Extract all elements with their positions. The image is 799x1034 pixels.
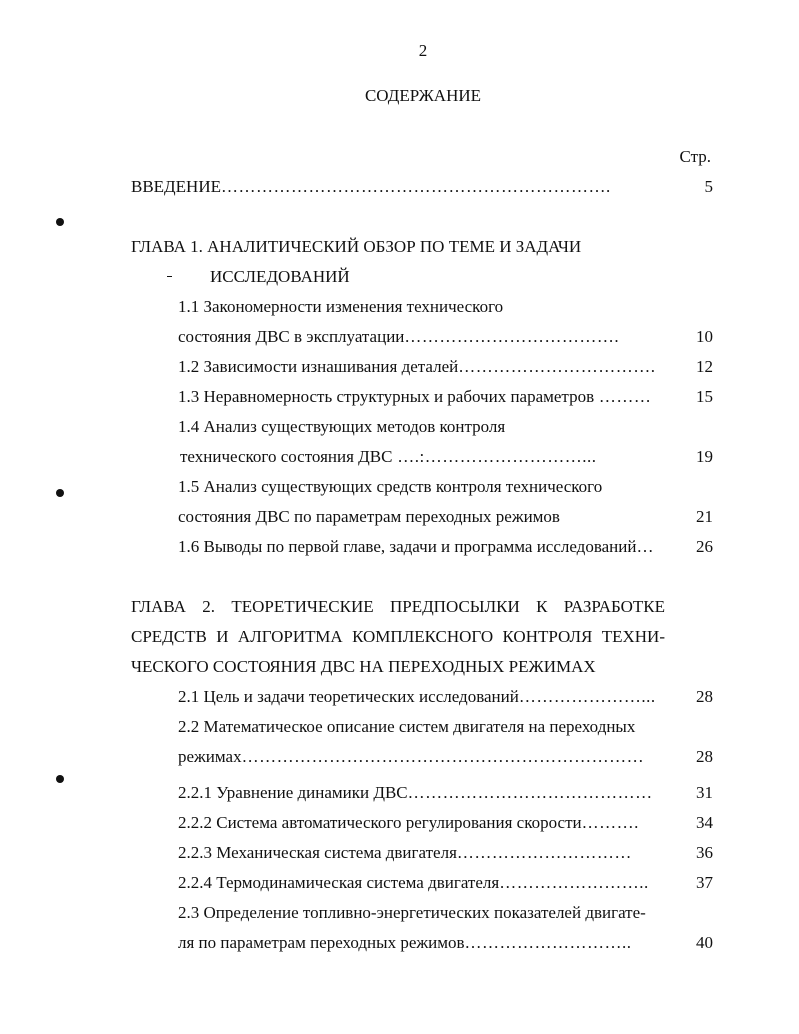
chapter1-heading-line1: ГЛАВА 1. АНАЛИТИЧЕСКИЙ ОБЗОР ПО ТЕМЕ И ЗАДАЧИ <box>131 237 582 256</box>
margin-bullet-1 <box>56 218 64 226</box>
toc-entry-1-3 <box>178 388 651 405</box>
toc-title: СОДЕРЖАНИЕ <box>364 86 482 105</box>
toc-entry-text: 2.2.1 Уравнение динамики ДВС <box>178 783 408 802</box>
toc-entry-2-2-1 <box>178 784 653 801</box>
leader-dots: …………………... <box>518 687 656 706</box>
leader-dots: …………………………………………………………. <box>220 177 611 196</box>
toc-page-2-2-2: 34 <box>696 813 713 832</box>
toc-entry-text: 2.1 Цель и задачи теоретических исследований <box>178 687 519 706</box>
toc-page-1-1: 10 <box>696 327 713 346</box>
toc-page-2-2-3: 36 <box>696 843 713 862</box>
toc-entry-1-2 <box>178 358 656 375</box>
toc-page-2-2-4: 37 <box>696 873 713 892</box>
toc-page-intro: 5 <box>704 177 713 196</box>
toc-page-2-1: 28 <box>696 687 713 706</box>
leader-dots: …………………………………… <box>407 783 653 802</box>
toc-entry-text: состояния ДВС в эксплуатации <box>178 327 405 346</box>
leader-dots: ……………………………. <box>458 357 656 376</box>
toc-page-2-3: 40 <box>696 933 713 952</box>
page-column-label: Стр. <box>679 147 711 166</box>
chapter1-heading-line2: ИССЛЕДОВАНИЙ <box>210 267 350 286</box>
toc-entry-2-2-2 <box>178 814 639 831</box>
toc-page-1-4: 19 <box>696 447 713 466</box>
heading-dash-mark <box>167 276 172 277</box>
page-number: 2 <box>418 41 428 60</box>
toc-entry-2-3-line1: 2.3 Определение топливно-энергетических показателей двигате- <box>178 903 646 922</box>
toc-entry-2-1 <box>178 688 656 705</box>
toc-page-2-2-1: 31 <box>696 783 713 802</box>
leader-dots: ………………………………. <box>404 327 620 346</box>
toc-entry-text: 2.2.2 Система автоматического регулирования скорости <box>178 813 582 832</box>
chapter2-heading-line3: ЧЕСКОГО СОСТОЯНИЯ ДВС НА ПЕРЕХОДНЫХ РЕЖИМАХ <box>131 657 596 676</box>
chapter2-heading-line2: СРЕДСТВ И АЛГОРИТМА КОМПЛЕКСНОГО КОНТРОЛЯ ТЕХНИ- <box>131 627 665 646</box>
leader-dots: ……………………….. <box>464 933 632 952</box>
toc-entry-text: 2.2.4 Термодинамическая система двигателя <box>178 873 500 892</box>
toc-page-1-3: 15 <box>696 387 713 406</box>
leader-dots: …………………………………………………………… <box>241 747 645 766</box>
leader-dots: ……… <box>594 387 652 406</box>
toc-entry-1-5-line1: 1.5 Анализ существующих средств контроля технического <box>178 477 603 496</box>
toc-entry-text: технического состояния ДВС <box>180 447 393 466</box>
margin-bullet-2 <box>56 489 64 497</box>
toc-page-1-5: 21 <box>696 507 713 526</box>
toc-entry-intro <box>131 178 611 195</box>
toc-entry-text: 1.2 Зависимости изнашивания деталей <box>178 357 459 376</box>
toc-page-2-2: 28 <box>696 747 713 766</box>
toc-page-1-2: 12 <box>696 357 713 376</box>
toc-entry-text: ля по параметрам переходных режимов <box>178 933 465 952</box>
toc-entry-1-1-line1: 1.1 Закономерности изменения технического <box>178 297 504 316</box>
toc-entry-2-2-line2 <box>178 748 644 765</box>
chapter2-heading-line1: ГЛАВА 2. ТЕОРЕТИЧЕСКИЕ ПРЕДПОСЫЛКИ К РАЗРАБОТКЕ <box>131 597 665 616</box>
toc-entry-text: 1.3 Неравномерность структурных и рабочих параметров <box>178 387 595 406</box>
margin-bullet-3 <box>56 775 64 783</box>
toc-entry-1-4-line2 <box>180 448 596 465</box>
leader-dots: ………. <box>581 813 639 832</box>
leader-dots: …………………….. <box>499 873 649 892</box>
toc-entry-2-2-3 <box>178 844 632 861</box>
toc-entry-1-1-line2 <box>178 328 619 345</box>
toc-entry-2-3-line2 <box>178 934 632 951</box>
toc-entry-1-6: 1.6 Выводы по первой главе, задачи и программа исследований… <box>178 537 654 556</box>
toc-entry-2-2-line1: 2.2 Математическое описание систем двигателя на переходных <box>178 717 636 736</box>
toc-entry-2-2-4 <box>178 874 649 891</box>
toc-entry-text: 2.2.3 Механическая система двигателя <box>178 843 457 862</box>
toc-page-1-6: 26 <box>696 537 713 556</box>
toc-entry-text: режимах <box>178 747 242 766</box>
toc-entry-1-5-line2: состояния ДВС по параметрам переходных режимов <box>178 507 560 526</box>
toc-entry-text: ВВЕДЕНИЕ <box>131 177 221 196</box>
leader-dots: ….:………………………... <box>392 447 597 466</box>
leader-dots: ………………………… <box>456 843 632 862</box>
toc-entry-1-4-line1: 1.4 Анализ существующих методов контроля <box>178 417 506 436</box>
